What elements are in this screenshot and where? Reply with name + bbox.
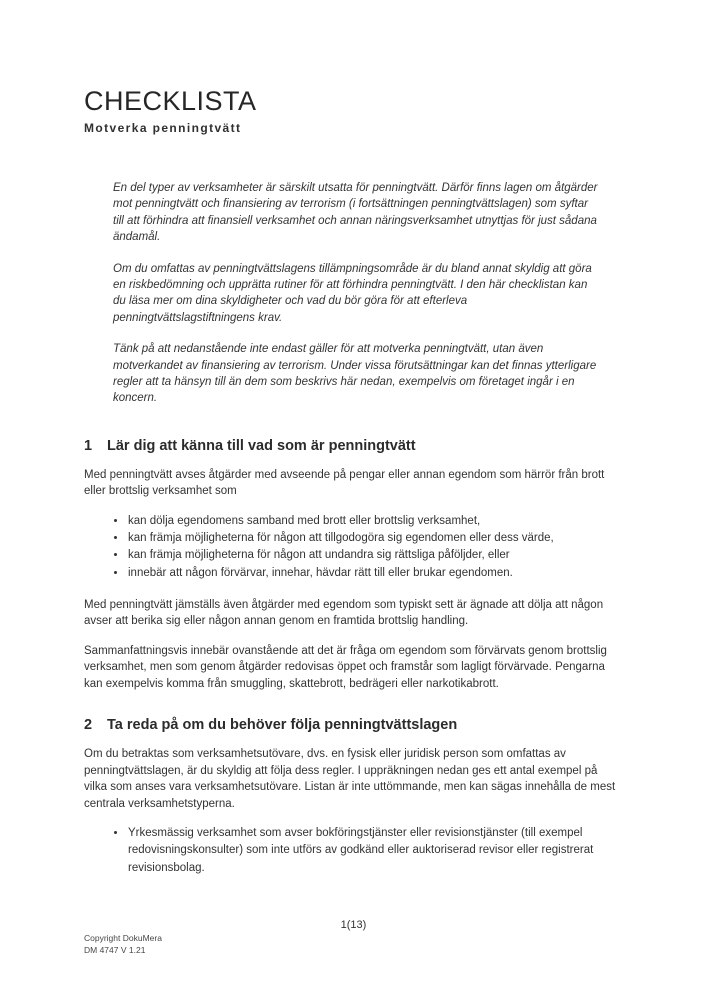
section-1-heading xyxy=(84,437,622,455)
document-version: DM 4747 V 1.21 xyxy=(84,944,146,955)
intro-paragraph: Om du omfattas av penningtvättslagens tillämpningsområde är du bland annat skyldig att göra en riskbedömning och upprätta rutiner för att förhindra penningtvätt. I den här checklistan kan du läsa mer om dina skyldigheter och vad du bör göra för att efterleva penningtvättslagstiftningens krav. xyxy=(113,262,592,324)
copyright-line: Copyright DokuMera xyxy=(84,933,162,943)
intro-paragraph: Tänk på att nedanstående inte endast gäller för att motverka penningtvätt, utan även motverkandet av finansiering av terrorism. Under vissa förutsättningar kan det finnas ytterligare regler att ta hänsyn till än dem som beskrivs här nedan, exempelvis om företaget ingår i en koncern. xyxy=(113,343,597,405)
document-title: CHECKLISTA xyxy=(84,86,257,116)
list-item: • kan främja möjligheterna för någon att undandra sig rättsliga påföljder, eller xyxy=(127,547,622,564)
section-1 xyxy=(84,437,622,692)
section-2-heading-text: Ta reda på om du behöver följa penningtvättslagen xyxy=(107,717,458,734)
intro-paragraph: En del typer av verksamheter är särskilt utsatta för penningtvätt. Därför finns lagen om åtgärder mot penningtvätt och finansiering av terrorism (i fortsättningen penningtvättslagen) som syftar till att förhindra att finansiell verksamhet och annan näringsverksamhet utnyttjas för just sådana ändamål. xyxy=(113,182,598,244)
section-1-heading-text: Lär dig att känna till vad som är penningtvätt xyxy=(107,437,416,454)
list-item: • kan främja möjligheterna för någon att tillgodogöra sig egendomen eller dess värde, xyxy=(127,530,622,547)
intro-block xyxy=(113,180,600,407)
section-1-number: 1 xyxy=(84,437,93,454)
copyright-block xyxy=(84,933,162,956)
page-content xyxy=(84,0,622,877)
page-number: 1(13) xyxy=(340,919,367,931)
section-2-bullet-list xyxy=(84,825,622,877)
section-2-number: 2 xyxy=(84,717,93,734)
list-item: • Yrkesmässig verksamhet som avser bokföringstjänster eller revisionstjänster (till exempel redovisningskonsulter) som inte utförs av godkänd eller auktoriserad revisor eller registrerat revisionsbolag. xyxy=(127,825,622,877)
section-1-bullet-list xyxy=(84,513,622,582)
section-1-paragraph: Sammanfattningsvis innebär ovanstående att det är fråga om egendom som förvärvats genom brottslig verksamhet, men som genom åtgärder redovisas öppet och framstår som lagligt förvärvade. Pengarna kan exempelvis komma från smuggling, skattebrott, bedrägeri eller narkotikabrott. xyxy=(84,644,607,690)
section-2-lead: Om du betraktas som verksamhetsutövare, dvs. en fysisk eller juridisk person som omfattas av penningtvättslagen, är du skyldig att följa dess regler. I uppräkningen nedan ges ett antal exempel på vilka som anses vara verksamhetsutövare. Listan är inte uttömmande, men kan sägas innehålla de mest centrala verksamhetstyperna. xyxy=(84,748,616,810)
section-2 xyxy=(84,716,622,877)
section-1-paragraph: Med penningtvätt jämställs även åtgärder med egendom som typiskt sett är ägnade att dölja att någon avser att berika sig eller någon annan genom en framtida brottslig handling. xyxy=(84,598,604,628)
section-1-lead: Med penningtvätt avses åtgärder med avseende på pengar eller annan egendom som härrör från brott eller brottslig verksamhet som xyxy=(84,468,605,498)
document-subtitle: Motverka penningtvätt xyxy=(84,121,242,135)
list-item: • kan dölja egendomens samband med brott eller brottslig verksamhet, xyxy=(127,513,622,530)
list-item: • innebär att någon förvärvar, innehar, hävdar rätt till eller brukar egendomen. xyxy=(127,565,622,582)
section-2-heading xyxy=(84,716,622,734)
